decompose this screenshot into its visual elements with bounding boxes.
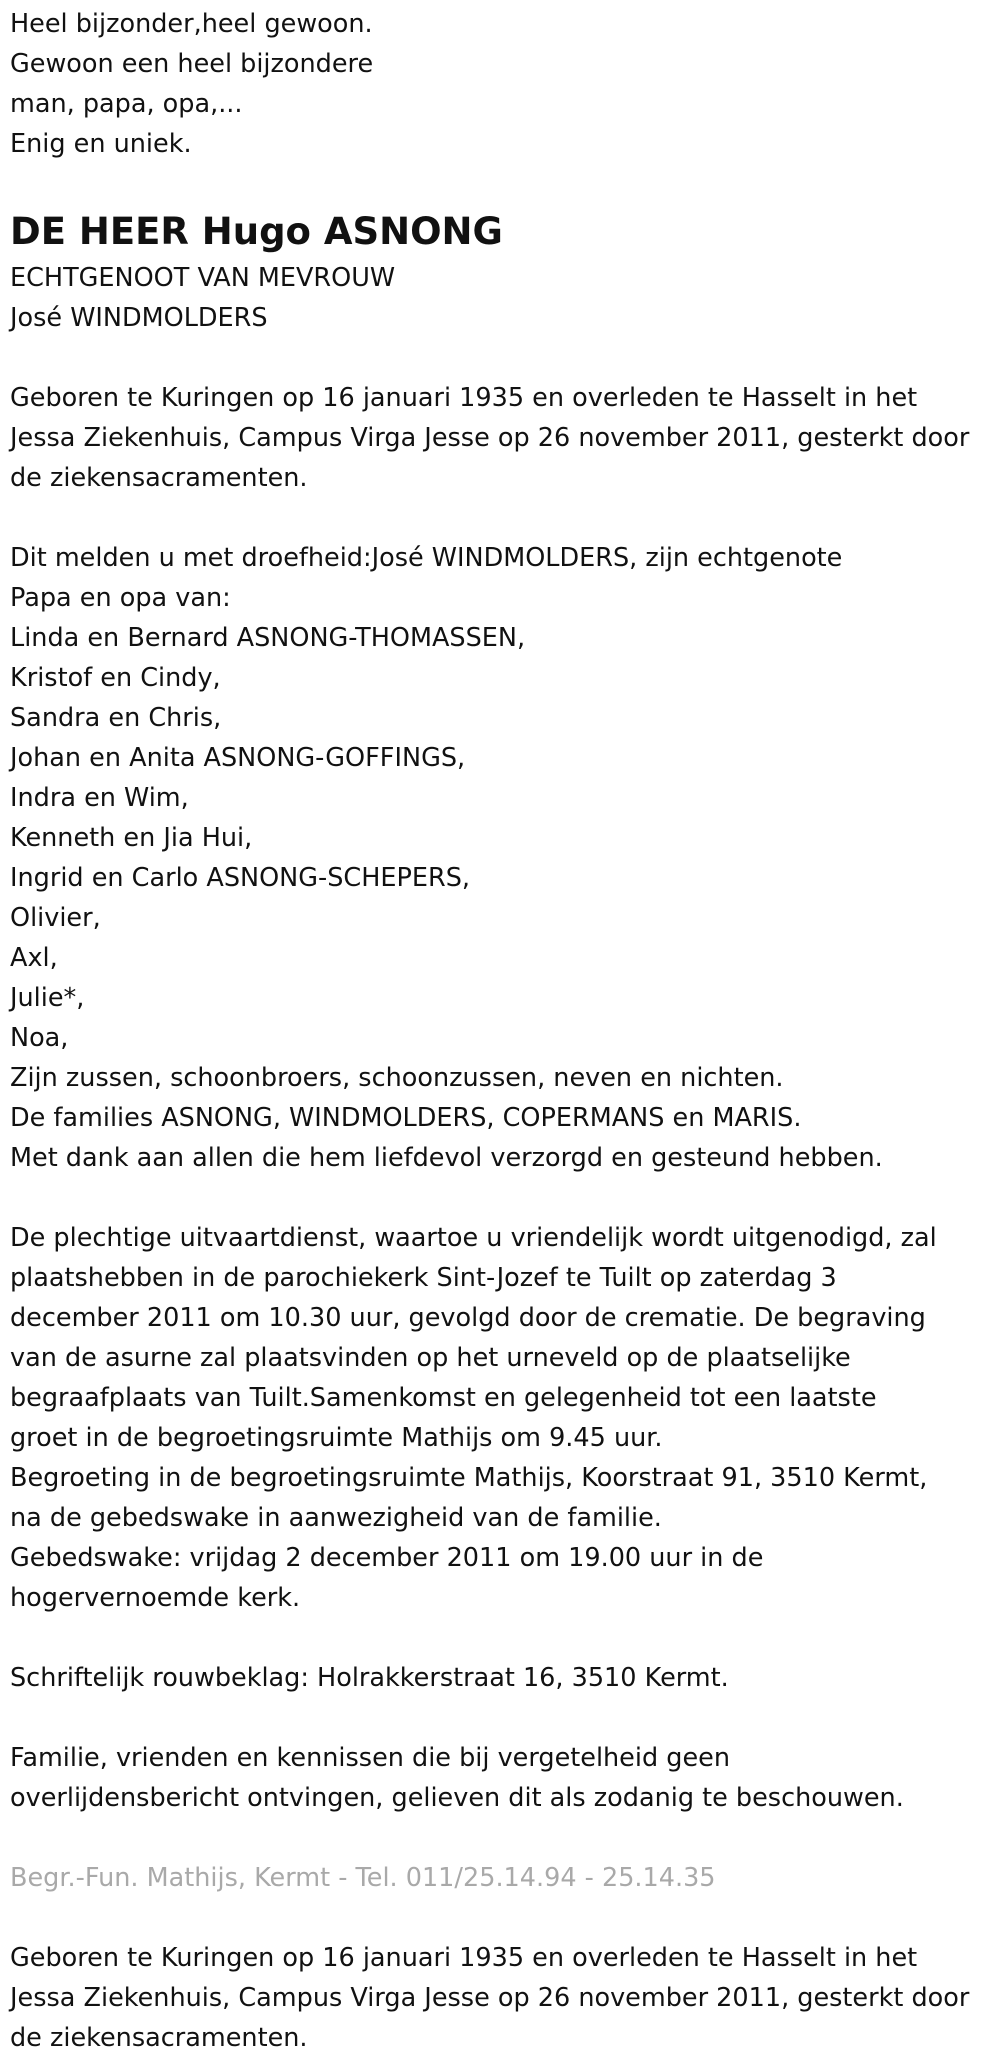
birth-death-paragraph	[10, 378, 995, 498]
family-line: Kristof en Cindy,	[10, 663, 221, 693]
family-line: Linda en Bernard ASNONG-THOMASSEN,	[10, 623, 526, 653]
spacer	[10, 1618, 995, 1658]
poem-line: man, papa, opa,...	[10, 89, 243, 119]
family-line: De families ASNONG, WINDMOLDERS, COPERMANS en MARIS.	[10, 1103, 802, 1133]
family-line: Olivier,	[10, 903, 101, 933]
funeral-paragraph	[10, 1218, 995, 1618]
family-line: Sandra en Chris,	[10, 703, 222, 733]
family-line: Dit melden u met droefheid:José WINDMOLDERS, zijn echtgenote	[10, 543, 843, 573]
funeral-line: begraafplaats van Tuilt.Samenkomst en gelegenheid tot een laatste	[10, 1383, 877, 1413]
spacer	[10, 164, 995, 204]
obituary-document	[10, 4, 995, 2058]
family-line: Johan en Anita ASNONG-GOFFINGS,	[10, 743, 466, 773]
family-line: Papa en opa van:	[10, 583, 231, 613]
funeral-line: plaatshebben in de parochiekerk Sint-Jozef te Tuilt op zaterdag 3	[10, 1263, 837, 1293]
repeat-paragraph	[10, 1938, 995, 2058]
funeral-home-contact: Begr.-Fun. Mathijs, Kermt - Tel. 011/25.14.94 - 25.14.35	[10, 1863, 716, 1893]
paragraph-line: Geboren te Kuringen op 16 januari 1935 en overleden te Hasselt in het	[10, 1943, 918, 1973]
notice-line: overlijdensbericht ontvingen, gelieven dit als zodanig te beschouwen.	[10, 1783, 904, 1813]
paragraph-line: Geboren te Kuringen op 16 januari 1935 en overleden te Hasselt in het	[10, 383, 918, 413]
family-line: Axl,	[10, 943, 58, 973]
funeral-line: De plechtige uitvaartdienst, waartoe u vriendelijk wordt uitgenodigd, zal	[10, 1223, 937, 1253]
notice-line: Familie, vrienden en kennissen die bij vergetelheid geen	[10, 1743, 730, 1773]
funeral-line: na de gebedswake in aanwezigheid van de familie.	[10, 1503, 662, 1533]
family-paragraph	[10, 538, 995, 1178]
funeral-line: december 2011 om 10.30 uur, gevolgd door de crematie. De begraving	[10, 1303, 926, 1333]
family-line: Kenneth en Jia Hui,	[10, 823, 253, 853]
poem-line: Gewoon een heel bijzondere	[10, 49, 374, 79]
funeral-line: van de asurne zal plaatsvinden op het urneveld op de plaatselijke	[10, 1343, 851, 1373]
spacer	[10, 498, 995, 538]
poem-line: Heel bijzonder,heel gewoon.	[10, 9, 373, 39]
funeral-line: hogervernoemde kerk.	[10, 1583, 301, 1613]
spacer	[10, 338, 995, 378]
funeral-line: groet in de begroetingsruimte Mathijs om 9.45 uur.	[10, 1423, 663, 1453]
family-line: Zijn zussen, schoonbroers, schoonzussen, neven en nichten.	[10, 1063, 784, 1093]
paragraph-line: de ziekensacramenten.	[10, 463, 308, 493]
paragraph-line: de ziekensacramenten.	[10, 2023, 308, 2053]
family-line: Noa,	[10, 1023, 69, 1053]
funeral-line: Gebedswake: vrijdag 2 december 2011 om 19.00 uur in de	[10, 1543, 764, 1573]
family-line: Met dank aan allen die hem liefdevol verzorgd en gesteund hebben.	[10, 1143, 883, 1173]
family-line: Indra en Wim,	[10, 783, 189, 813]
family-line: Julie*,	[10, 983, 85, 1013]
spacer	[10, 1698, 995, 1738]
spacer	[10, 1898, 995, 1938]
spouse-line: ECHTGENOOT VAN MEVROUW	[10, 263, 396, 293]
spacer	[10, 1178, 995, 1218]
spouse-name: José WINDMOLDERS	[10, 303, 268, 333]
deceased-title: DE HEER Hugo ASNONG	[10, 210, 503, 253]
paragraph-line: Jessa Ziekenhuis, Campus Virga Jesse op 26 november 2011, gesterkt door	[10, 1983, 970, 2013]
paragraph-line: Jessa Ziekenhuis, Campus Virga Jesse op 26 november 2011, gesterkt door	[10, 423, 970, 453]
funeral-line: Begroeting in de begroetingsruimte Mathijs, Koorstraat 91, 3510 Kermt,	[10, 1463, 928, 1493]
spacer	[10, 1818, 995, 1858]
condolence-address: Schriftelijk rouwbeklag: Holrakkerstraat 16, 3510 Kermt.	[10, 1663, 729, 1693]
family-line: Ingrid en Carlo ASNONG-SCHEPERS,	[10, 863, 470, 893]
notice-paragraph	[10, 1738, 995, 1818]
poem-line: Enig en uniek.	[10, 129, 192, 159]
poem	[10, 4, 995, 164]
